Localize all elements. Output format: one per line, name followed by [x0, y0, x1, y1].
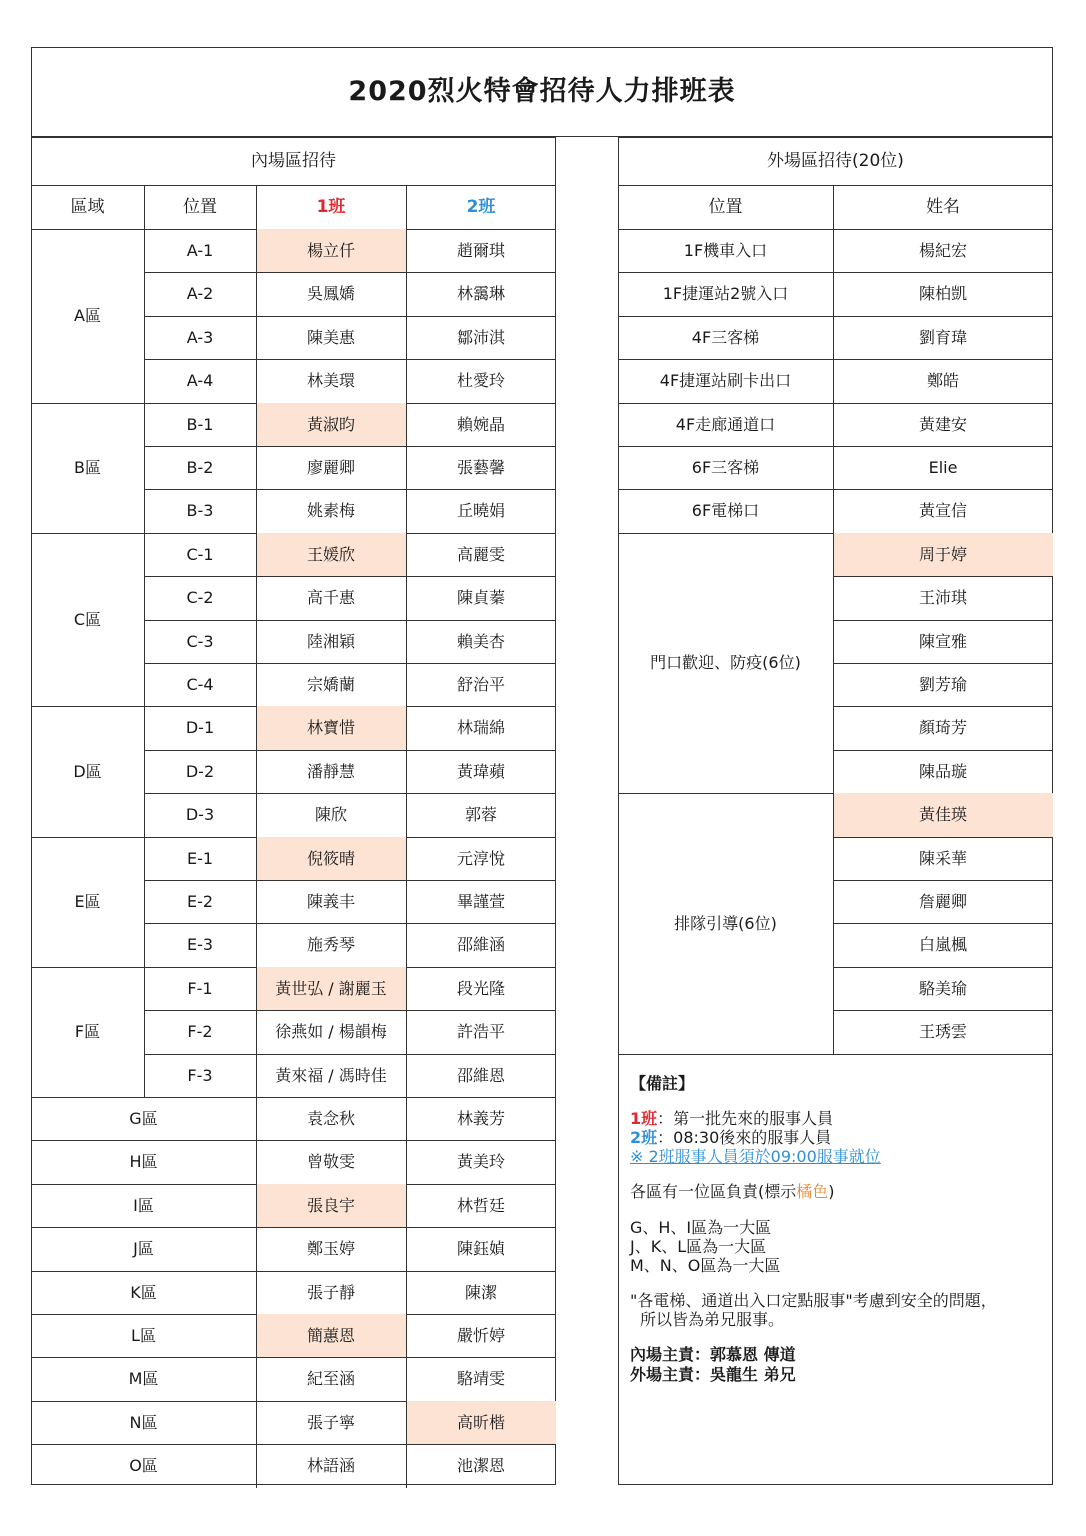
shift2-name: 許浩平 — [456, 1022, 505, 1042]
outer-name: 陳宣雅 — [918, 631, 967, 651]
shift1-name: 黃淑昀 — [256, 403, 406, 446]
shift1-name: 黃來福 / 馮時佳 — [275, 1065, 387, 1085]
grid-line — [144, 923, 556, 924]
grid-line — [256, 1444, 257, 1487]
shift2-name: 陳潔 — [464, 1282, 497, 1302]
shift1-name: 林寶惜 — [256, 706, 406, 749]
zone-label: I區 — [133, 1195, 154, 1215]
outer-location: 4F捷運站刷卡出口 — [659, 371, 792, 391]
grid-line — [256, 1401, 257, 1444]
grid-line — [406, 1444, 407, 1487]
grid-line — [144, 403, 145, 533]
shift2-name: 鄒沛淇 — [456, 327, 505, 347]
grid-line — [256, 1357, 257, 1400]
shift1-name: 陳美惠 — [306, 327, 355, 347]
grid-line — [256, 1140, 257, 1183]
shift2-name: 林哲廷 — [456, 1195, 505, 1215]
outer-lead: 外場主責：吳龍生 弟兄 — [630, 1364, 796, 1384]
grid-line — [406, 1401, 407, 1444]
shift1-name: 林美環 — [306, 371, 355, 391]
grid-line — [256, 1184, 257, 1227]
zone-label: L區 — [131, 1326, 156, 1346]
shift1-name: 宗嬌蘭 — [306, 675, 355, 695]
grid-line — [256, 1097, 257, 1140]
shift2-name: 杜愛玲 — [456, 371, 505, 391]
grid-line — [406, 1097, 407, 1140]
position-cell: D-1 — [185, 718, 215, 738]
grid-line — [406, 706, 407, 836]
shift1-note: 1班：第一批先來的服事人員 — [630, 1108, 834, 1128]
grid-line — [144, 1054, 556, 1055]
brothers-note-2: 所以皆為弟兄服事。 — [640, 1310, 785, 1330]
zone-label: G區 — [129, 1109, 158, 1129]
merge-note-3: M、N、O區為一大區 — [630, 1255, 781, 1275]
page-title: 2020烈火特會招待人力排班表 — [348, 75, 736, 107]
zone-label: M區 — [128, 1369, 159, 1389]
position-cell: B-3 — [186, 501, 214, 521]
grid-line — [833, 533, 834, 793]
shift2-name: 舒治平 — [456, 675, 505, 695]
grid-line — [144, 663, 556, 664]
grid-line — [406, 1357, 407, 1400]
outer-name: 陳采華 — [918, 848, 967, 868]
outer-location: 1F機車入口 — [683, 241, 768, 261]
grid-line — [618, 1054, 1053, 1055]
outer-group-location: 排隊引導(6位) — [674, 913, 777, 933]
shift1-name: 張子靜 — [306, 1282, 355, 1302]
grid-line — [833, 229, 834, 272]
grid-line — [256, 229, 257, 403]
outer-name: 楊紀宏 — [918, 241, 967, 261]
outer-name: 王沛琪 — [918, 588, 967, 608]
shift1-name: 陳欣 — [314, 805, 347, 825]
shift1-name: 廖麗卿 — [306, 458, 355, 478]
outer-name: 陳品璇 — [918, 761, 967, 781]
shift1-name: 黃世弘 / 謝麗玉 — [256, 967, 406, 1010]
grid-line — [406, 967, 407, 1097]
shift1-name: 鄭玉婷 — [306, 1239, 355, 1259]
shift1-name: 袁念秋 — [306, 1109, 355, 1129]
grid-line — [144, 837, 145, 967]
shift2-name: 黃美玲 — [456, 1152, 505, 1172]
grid-line — [833, 489, 834, 532]
grid-line — [833, 185, 834, 229]
grid-line — [144, 880, 556, 881]
merge-note-1: G、H、I區為一大區 — [630, 1217, 772, 1237]
shift2-name: 郭蓉 — [464, 805, 497, 825]
brothers-note-1: "各電梯、通道出入口定點服事"考慮到安全的問題， — [630, 1291, 997, 1311]
grid-line — [406, 533, 407, 707]
grid-line — [833, 316, 834, 359]
position-cell: E-3 — [186, 935, 214, 955]
outer-location: 6F三客梯 — [691, 458, 760, 478]
grid-line — [144, 620, 556, 621]
outer-name: 黃宣信 — [918, 501, 967, 521]
grid-line — [406, 1184, 407, 1227]
notes-panel — [630, 1074, 1045, 1479]
outer-name: 顏琦芳 — [918, 718, 967, 738]
outer-header-1: 姓名 — [926, 196, 960, 217]
grid-line — [144, 185, 145, 229]
shift2-name: 高麗雯 — [456, 544, 505, 564]
grid-line — [256, 1227, 257, 1270]
shift1-name: 陸湘穎 — [306, 631, 355, 651]
grid-line — [406, 403, 407, 533]
grid-line — [256, 837, 257, 967]
shift2-name: 元淳悅 — [456, 848, 505, 868]
inner-header-1: 位置 — [183, 196, 217, 217]
shift2-name: 邵維恩 — [456, 1065, 505, 1085]
grid-line — [256, 706, 257, 836]
inner-header-2: 1班 — [316, 196, 346, 217]
shift2-name: 林義芳 — [456, 1109, 505, 1129]
outer-name: Elie — [928, 458, 958, 478]
grid-line — [406, 185, 407, 229]
outer-header-0: 位置 — [708, 196, 743, 217]
shift2-name: 丘曉娟 — [456, 501, 505, 521]
shift1-name: 張良宇 — [256, 1184, 406, 1227]
position-cell: F-1 — [187, 978, 213, 998]
outer-name: 駱美瑜 — [918, 978, 967, 998]
grid-line — [144, 967, 145, 1097]
grid-line — [256, 403, 257, 533]
position-cell: A-2 — [186, 284, 214, 304]
inner-lead: 內場主責：郭慕恩 傳道 — [630, 1345, 796, 1365]
shift2-name: 池潔恩 — [456, 1456, 505, 1476]
position-cell: E-2 — [186, 892, 214, 912]
outer-group-location: 門口歡迎、防疫(6位) — [650, 653, 801, 673]
outer-location: 4F走廊通道口 — [675, 414, 776, 434]
shift2-name: 段光隆 — [456, 978, 505, 998]
shift2-arrival-note: ※ 2班服事人員須於09:00服事就位 — [630, 1147, 881, 1167]
grid-line — [406, 1227, 407, 1270]
grid-line — [144, 316, 556, 317]
shift1-name: 潘靜慧 — [306, 761, 355, 781]
position-cell: D-3 — [185, 805, 215, 825]
grid-line — [144, 1010, 556, 1011]
inner-header-3: 2班 — [466, 196, 496, 217]
outer-location: 1F捷運站2號入口 — [662, 284, 789, 304]
zone-label: F區 — [74, 1022, 101, 1042]
outer-name: 周于婷 — [833, 533, 1053, 576]
outer-name: 劉育瑋 — [918, 327, 967, 347]
outer-name: 王琇雲 — [918, 1022, 967, 1042]
zone-label: B區 — [74, 458, 101, 478]
shift2-name: 高昕楷 — [406, 1401, 556, 1444]
grid-line — [144, 272, 556, 273]
shift1-name: 林語涵 — [306, 1456, 355, 1476]
position-cell: F-3 — [187, 1065, 213, 1085]
grid-line — [144, 229, 145, 403]
position-cell: E-1 — [186, 848, 214, 868]
zone-label: O區 — [129, 1456, 158, 1476]
grid-line — [406, 229, 407, 403]
shift2-name: 嚴忻婷 — [456, 1326, 505, 1346]
shift1-name: 姚素梅 — [306, 501, 355, 521]
shift2-note: 2班：08:30後來的服事人員 — [630, 1127, 832, 1147]
shift1-name: 陳義丰 — [306, 892, 355, 912]
grid-line — [144, 706, 145, 836]
grid-line — [256, 1271, 257, 1314]
grid-line — [256, 533, 257, 707]
inner-section-title: 內場區招待 — [251, 150, 336, 171]
zone-label: E區 — [74, 892, 101, 912]
outer-section-title: 外場區招待(20位) — [767, 150, 904, 171]
position-cell: C-2 — [186, 588, 214, 608]
outer-location: 4F三客梯 — [691, 327, 760, 347]
grid-line — [256, 185, 257, 229]
grid-line — [406, 1271, 407, 1314]
grid-line — [144, 576, 556, 577]
shift1-name: 高千惠 — [306, 588, 355, 608]
zone-label: C區 — [73, 610, 102, 629]
grid-line — [406, 1140, 407, 1183]
shift2-name: 張藝馨 — [456, 458, 505, 478]
shift1-name: 楊立仟 — [256, 229, 406, 272]
zone-label: N區 — [129, 1412, 158, 1432]
shift2-name: 林靄琳 — [456, 284, 505, 304]
shift1-name: 紀至涵 — [306, 1369, 355, 1389]
grid-line — [833, 272, 834, 315]
outer-name: 詹麗卿 — [918, 892, 967, 912]
grid-line — [144, 533, 145, 707]
outer-location: 6F電梯口 — [691, 501, 760, 521]
leader-note: 各區有一位區負責(標示橘色) — [630, 1182, 835, 1202]
shift1-name: 徐燕如 / 楊韻梅 — [275, 1022, 387, 1042]
position-cell: C-3 — [186, 631, 214, 651]
grid-line — [833, 793, 834, 1053]
outer-name: 鄭皓 — [926, 371, 959, 391]
shift2-name: 林瑞綿 — [456, 718, 505, 738]
grid-line — [406, 837, 407, 967]
shift2-name: 陳鈺媜 — [456, 1239, 505, 1259]
grid-line — [144, 489, 556, 490]
position-cell: C-1 — [186, 544, 214, 564]
grid-line — [144, 446, 556, 447]
shift2-name: 駱靖雯 — [456, 1369, 505, 1389]
grid-line — [256, 1314, 257, 1357]
notes-heading: 【備註】 — [630, 1073, 695, 1093]
zone-label: A區 — [74, 306, 101, 326]
shift1-name: 王媛欣 — [256, 533, 406, 576]
shift1-name: 吳鳳嬌 — [306, 284, 355, 304]
position-cell: A-3 — [186, 327, 214, 347]
position-cell: F-2 — [187, 1022, 213, 1042]
shift2-name: 畢謹萱 — [456, 892, 505, 912]
shift2-name: 趙爾琪 — [456, 241, 505, 261]
shift2-name: 賴美杏 — [456, 631, 505, 651]
shift2-name: 邵維涵 — [456, 935, 505, 955]
outer-name: 陳柏凱 — [918, 284, 967, 304]
shift2-name: 陳貞蓁 — [456, 588, 505, 608]
shift1-name: 倪筱晴 — [256, 837, 406, 880]
shift2-name: 賴婉晶 — [456, 414, 505, 434]
grid-line — [144, 359, 556, 360]
outer-name: 劉芳瑜 — [918, 675, 967, 695]
grid-line — [833, 359, 834, 402]
grid-line — [833, 403, 834, 446]
shift1-name: 簡蕙恩 — [256, 1314, 406, 1357]
shift1-name: 張子寧 — [306, 1412, 355, 1432]
grid-line — [833, 446, 834, 489]
shift2-name: 黃瑋蘋 — [456, 761, 505, 781]
zone-label: J區 — [133, 1239, 154, 1259]
merge-note-2: J、K、L區為一大區 — [630, 1236, 767, 1256]
position-cell: B-2 — [186, 458, 214, 478]
grid-line — [256, 967, 257, 1097]
outer-name: 黃佳瑛 — [833, 793, 1053, 836]
position-cell: A-1 — [186, 241, 214, 261]
position-cell: B-1 — [186, 414, 214, 434]
position-cell: C-4 — [186, 675, 214, 695]
zone-label: K區 — [130, 1282, 157, 1302]
grid-line — [144, 793, 556, 794]
zone-label: H區 — [129, 1152, 158, 1172]
grid-line — [406, 1314, 407, 1357]
shift1-name: 曾敬雯 — [306, 1152, 355, 1172]
grid-line — [144, 750, 556, 751]
inner-header-0: 區域 — [70, 196, 105, 217]
zone-label: D區 — [73, 761, 102, 781]
outer-name: 白嵐楓 — [918, 935, 967, 955]
position-cell: D-2 — [185, 761, 215, 781]
shift1-name: 施秀琴 — [306, 935, 355, 955]
position-cell: A-4 — [186, 371, 214, 391]
outer-name: 黃建安 — [918, 414, 967, 434]
